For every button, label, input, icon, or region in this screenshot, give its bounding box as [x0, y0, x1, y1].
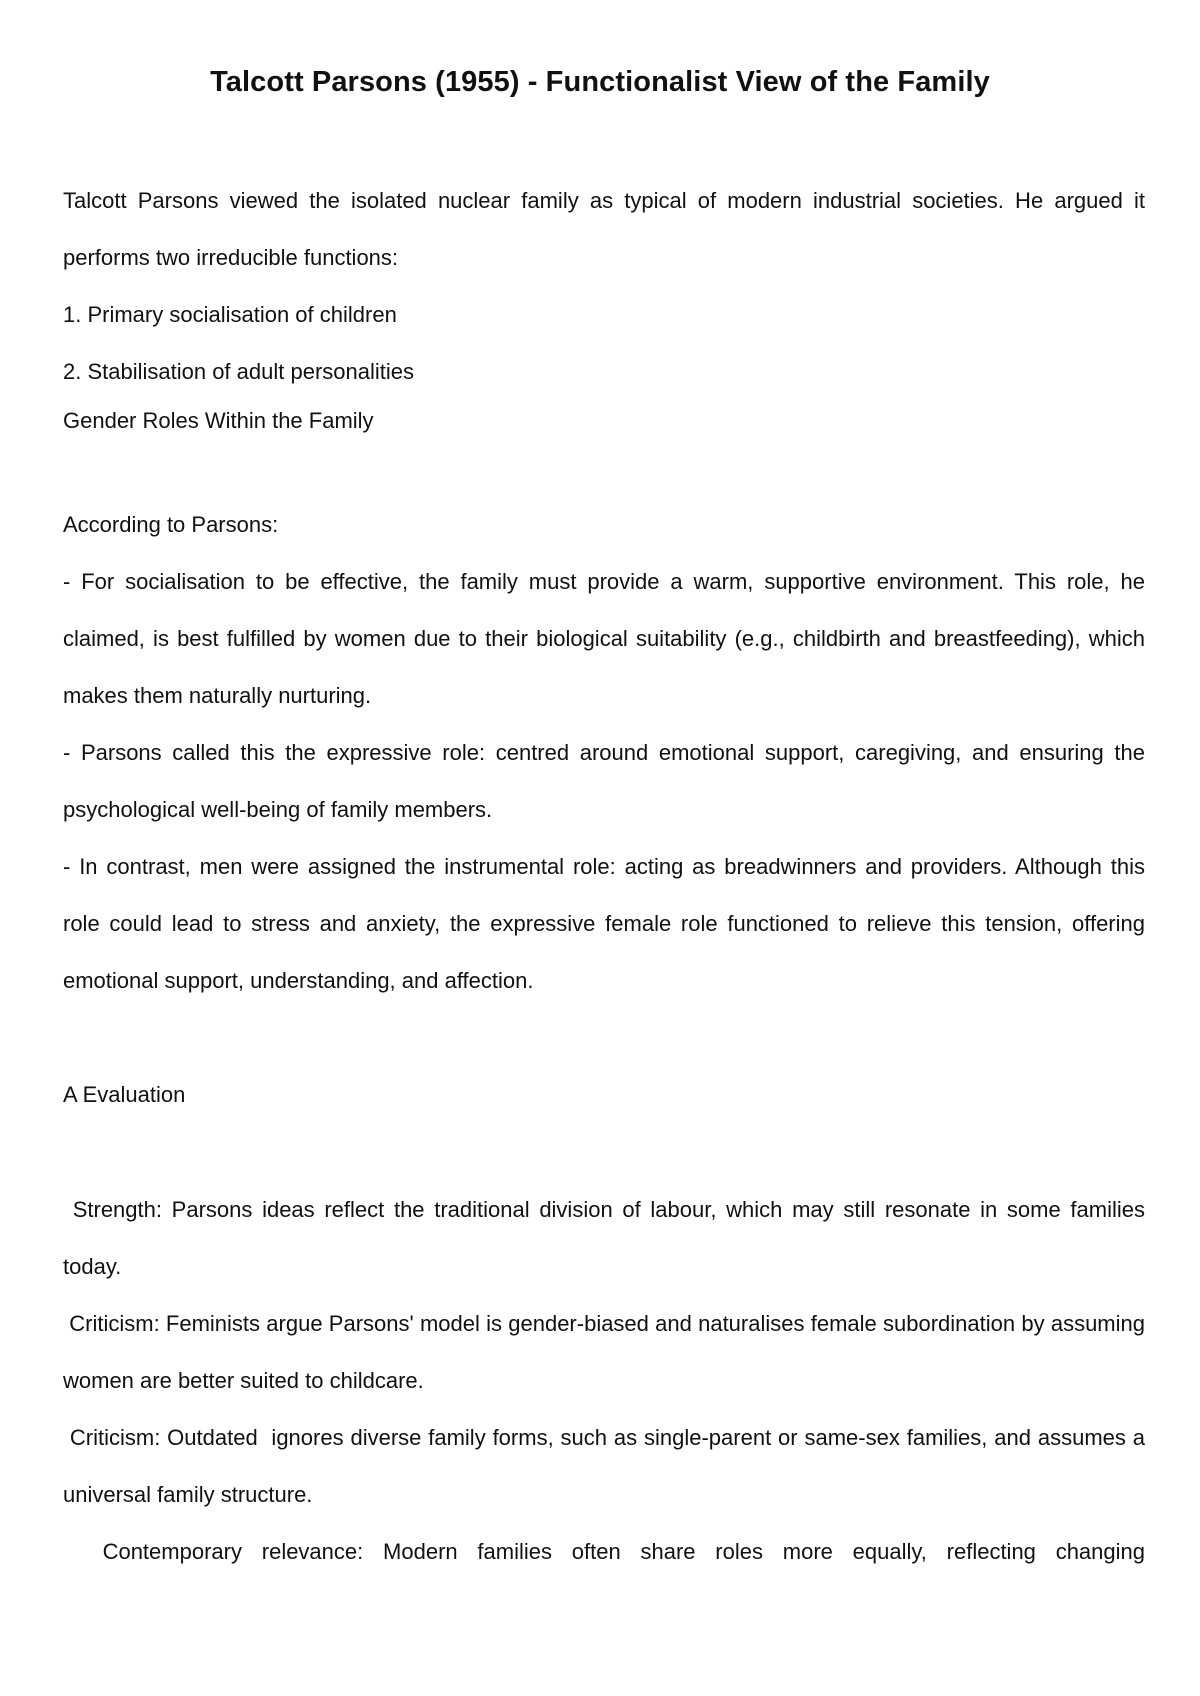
evaluation-point-relevance: Contemporary relevance: Modern families often share roles more equally, reflecting changing — [63, 1539, 1146, 1564]
page-title: Talcott Parsons (1955) - Functionalist View of the Family — [210, 66, 990, 98]
evaluation-point-criticism-2: Criticism: Outdated ignores diverse family forms, such as single-parent or same-sex families, and assumes a universal family structure. — [63, 1425, 1152, 1507]
intro-paragraph: Talcott Parsons viewed the isolated nuclear family as typical of modern industrial societies. He argued it performs two irreducible functions: — [63, 188, 1145, 270]
evaluation-heading: A Evaluation — [63, 1082, 186, 1107]
function-item-2: 2. Stabilisation of adult personalities — [63, 359, 414, 384]
gender-roles-point-3: - In contrast, men were assigned the instrumental role: acting as breadwinners and providers. Although this role could lead to stress and anxiety, the expressive female role functioned to relieve this tension, offering emotional support, understanding, and affection. — [63, 854, 1145, 993]
evaluation-point-criticism-1: Criticism: Feminists argue Parsons' model is gender-biased and naturalises female subordination by assuming women are better suited to childcare. — [63, 1311, 1152, 1393]
evaluation-point-strength: Strength: Parsons ideas reflect the traditional division of labour, which may still resonate in some families today. — [63, 1197, 1152, 1279]
gender-roles-section — [63, 496, 1145, 1009]
gender-roles-point-2: - Parsons called this the expressive role: centred around emotional support, caregiving, and ensuring the psychological well-being of family members. — [63, 740, 1145, 822]
gender-roles-intro: According to Parsons: — [63, 512, 279, 537]
evaluation-heading-wrap — [63, 1066, 1145, 1123]
gender-roles-point-1: - For socialisation to be effective, the family must provide a warm, supportive environment. This role, he claimed, is best fulfilled by women due to their biological suitability (e.g., childbirth and breastfeeding), which makes them naturally nurturing. — [63, 569, 1145, 708]
evaluation-section — [63, 1181, 1152, 1580]
gender-roles-heading: Gender Roles Within the Family — [63, 408, 374, 433]
function-item-1: 1. Primary socialisation of children — [63, 302, 397, 327]
intro-section — [63, 172, 1145, 400]
gender-roles-heading-wrap — [63, 392, 1145, 449]
